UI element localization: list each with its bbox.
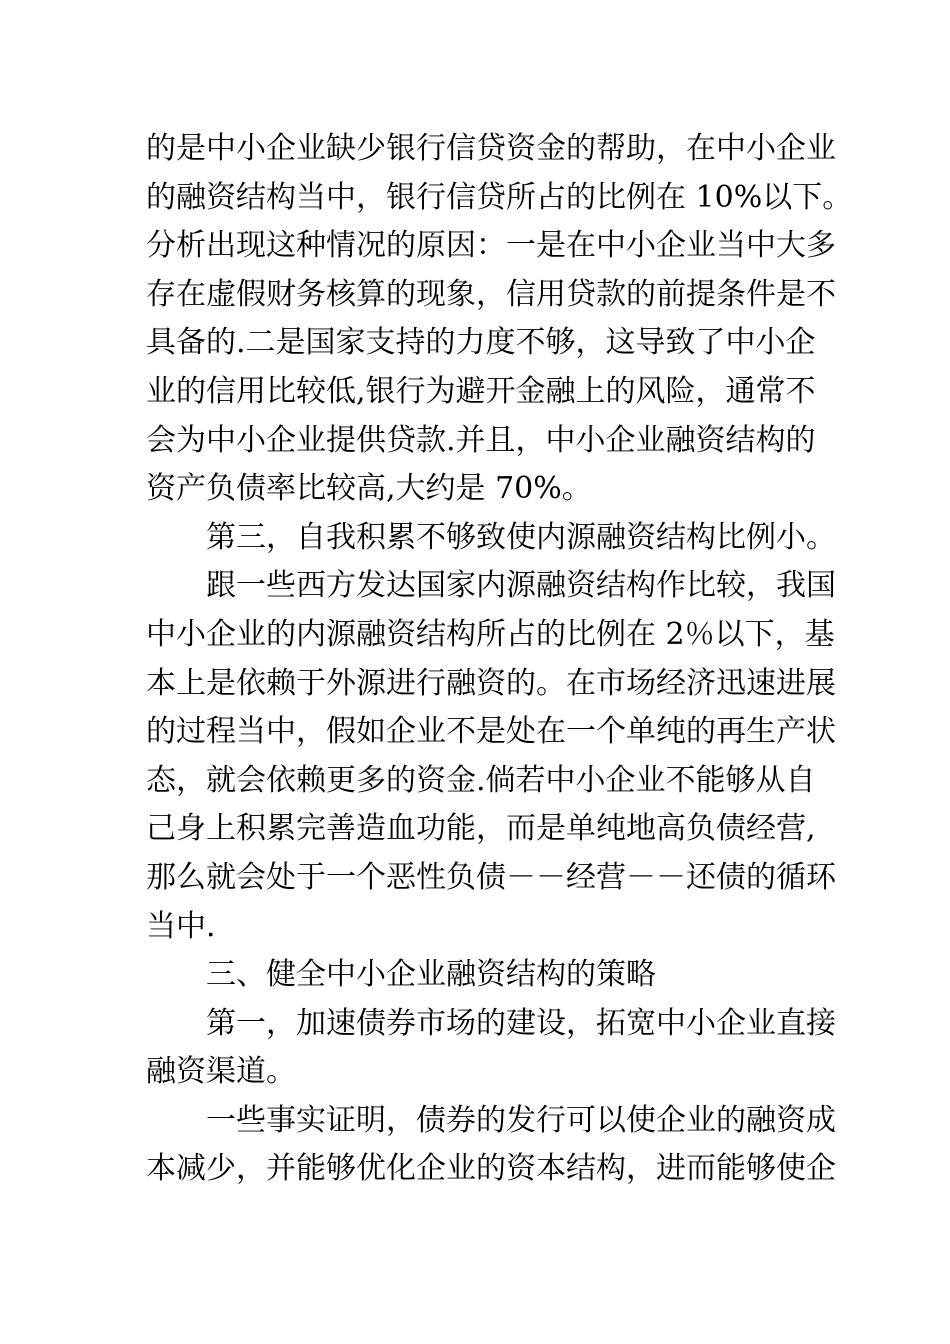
text-line: 一些事实证明，债券的发行可以使企业的融资成 <box>206 1102 836 1138</box>
text-line: 具备的.二是国家支持的力度不够，这导致了中小企 <box>146 325 816 361</box>
text-line: 态，就会依赖更多的资金.倘若中小企业不能够从自 <box>146 762 816 798</box>
section-heading: 第三，自我积累不够致使内源融资结构比例小。 <box>206 519 836 555</box>
section-heading: 三、健全中小企业融资结构的策略 <box>206 957 656 993</box>
text-line: 跟一些西方发达国家内源融资结构作比较，我国 <box>206 568 836 604</box>
text-line: 中小企业的内源融资结构所占的比例在 2％以下，基 <box>146 616 835 652</box>
text-line: 己身上积累完善造血功能，而是单纯地高负债经营, <box>146 811 816 847</box>
text-line: 分析出现这种情况的原因：一是在中小企业当中大多 <box>146 228 836 264</box>
text-line: 的融资结构当中，银行信贷所占的比例在 10%以下。 <box>146 179 853 215</box>
text-line: 当中. <box>146 908 216 944</box>
text-line: 第一，加速债券市场的建设，拓宽中小企业直接 <box>206 1005 836 1041</box>
text-line: 业的信用比较低,银行为避开金融上的风险，通常不 <box>146 373 816 409</box>
text-line: 那么就会处于一个恶性负债－－经营－－还债的循环 <box>146 859 836 895</box>
body-text <box>146 125 853 1194</box>
text-line: 资产负债率比较高,大约是 70%。 <box>146 471 592 507</box>
text-line: 存在虚假财务核算的现象，信用贷款的前提条件是不 <box>146 276 836 312</box>
text-line: 的过程当中，假如企业不是处在一个单纯的再生产状 <box>146 714 836 750</box>
text-line: 本减少，并能够优化企业的资本结构，进而能够使企 <box>146 1151 836 1187</box>
text-line: 的是中小企业缺少银行信贷资金的帮助，在中小企业 <box>146 131 836 166</box>
text-line: 融资渠道。 <box>146 1054 296 1090</box>
text-line: 会为中小企业提供贷款.并且，中小企业融资结构的 <box>146 422 816 458</box>
text-line: 本上是依赖于外源进行融资的。在市场经济迅速进展 <box>146 665 836 701</box>
